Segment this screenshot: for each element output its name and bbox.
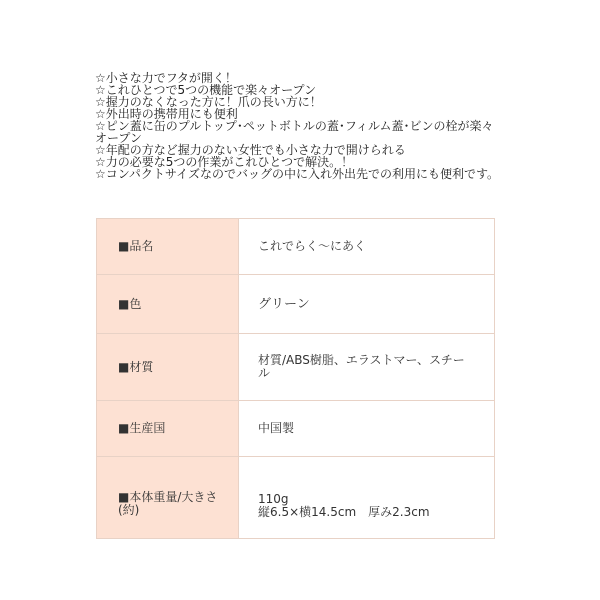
feature-item: ☆コンパクトサイズなのでバッグの中に入れ外出先での利用にも便利です。	[95, 167, 500, 181]
spec-value-weight: 110g	[258, 491, 289, 506]
feature-item: ☆年配の方など握力のない女性でも小さな力で開けられる	[95, 143, 406, 157]
feature-item: ☆これひとつで5つの機能で楽々オープン	[95, 83, 317, 97]
feature-item: ☆小さな力でフタが開く！	[95, 71, 237, 85]
feature-list	[95, 72, 500, 180]
spec-row-material	[97, 334, 495, 401]
spec-label-size: ■本体重量/大きさ(約)	[97, 457, 239, 539]
spec-value-product-name: これでらく〜にあく	[239, 219, 495, 275]
spec-label-origin: ■生産国	[97, 401, 239, 457]
spec-row-origin	[97, 401, 495, 457]
spec-label-color: ■色	[97, 275, 239, 334]
spec-row-size	[97, 457, 495, 539]
spec-label-material: ■材質	[97, 334, 239, 401]
spec-row-color	[97, 275, 495, 334]
spec-value-size	[239, 457, 495, 539]
spec-row-product-name	[97, 219, 495, 275]
feature-item: ☆握力のなくなった方に！爪の長い方に！	[95, 95, 322, 109]
feature-item: ☆外出時の携帯用にも便利	[95, 107, 238, 121]
spec-label-product-name: ■品名	[97, 219, 239, 275]
spec-value-material: 材質/ABS樹脂、エラストマー、スチール	[239, 334, 495, 401]
spec-value-origin: 中国製	[239, 401, 495, 457]
feature-item: ☆ピン蓋に缶のプルトップ･ペットボトルの蓋･フィルム蓋･ビンの栓が楽々オープン	[95, 119, 494, 145]
spec-value-color: グリーン	[239, 275, 495, 334]
feature-item: ☆力の必要な5つの作業がこれひとつで解決。！	[95, 155, 354, 169]
spec-table	[96, 218, 495, 539]
spec-value-dimensions: 縦6.5×横14.5cm 厚み2.3cm	[258, 504, 430, 519]
